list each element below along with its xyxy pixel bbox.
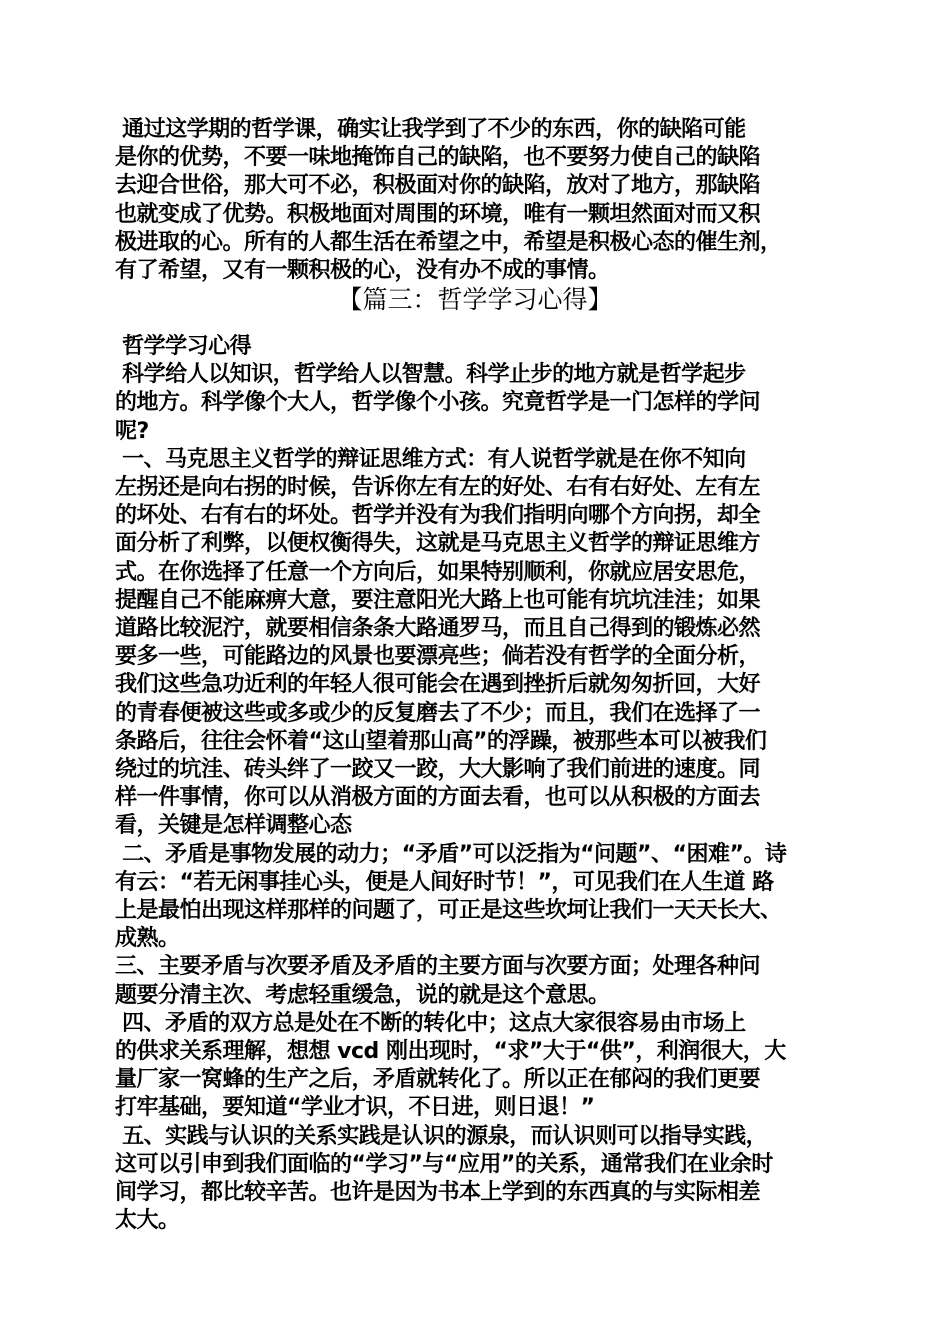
text-line: 样一件事情，你可以从消极方面的方面去看，也可以从积极的方面去 xyxy=(115,785,761,811)
text-line: 打牢基础，要知道“学业才识，不日进，则日退！” xyxy=(115,1095,595,1121)
text-line: 间学习，都比较辛苦。也许是因为书本上学到的东西真的与实际相差 xyxy=(115,1180,761,1206)
text-line: 的坏处、右有右的坏处。哲学并没有为我们指明向哪个方向拐，却全 xyxy=(115,503,761,529)
text-line: 一、马克思主义哲学的辩证思维方式：有人说哲学就是在你不知向 xyxy=(115,446,746,472)
text-line: 是你的优势，不要一味地掩饰自己的缺陷，也不要努力使自己的缺陷 xyxy=(115,145,761,171)
text-line: 有云：“若无闲事挂心头，便是人间好时节！”，可见我们在人生道 路 xyxy=(115,869,774,895)
text-line: 的供求关系理解，想想 vcd 刚出现时，“求”大于“供”，利润很大，大 xyxy=(115,1039,786,1065)
text-line: 看，关键是怎样调整心态 xyxy=(115,813,352,839)
text-line: 这可以引申到我们面临的“学习”与“应用”的关系，通常我们在业余时 xyxy=(115,1151,773,1177)
text-line: 我们这些急功近利的年轻人很可能会在遇到挫折后就匆匆折回，大好 xyxy=(115,672,761,698)
text-line: 四、矛盾的双方总是处在不断的转化中；这点大家很容易由市场上 xyxy=(115,1010,746,1036)
text-line: 呢? xyxy=(115,418,149,444)
text-line: 量厂家一窝蜂的生产之后，矛盾就转化了。所以正在郁闷的我们更要 xyxy=(115,1067,761,1093)
text-line: 太大。 xyxy=(115,1208,180,1234)
text-line: 题要分清主次、考虑轻重缓急，说的就是这个意思。 xyxy=(115,982,610,1008)
text-line: 通过这学期的哲学课，确实让我学到了不少的东西，你的缺陷可能 xyxy=(115,117,746,142)
article-body xyxy=(115,333,850,1236)
text-line: 绕过的坑洼、砖头绊了一跤又一跤，大大影响了我们前进的速度。同 xyxy=(115,757,761,783)
text-line: 五、实践与认识的关系实践是认识的源泉，而认识则可以指导实践， xyxy=(115,1123,768,1149)
intro-paragraph xyxy=(115,116,850,285)
text-line: 的地方。科学像个大人，哲学像个小孩。究竟哲学是一门怎样的学问 xyxy=(115,390,761,416)
text-line: 去迎合世俗，那大可不必，积极面对你的缺陷，放对了地方，那缺陷 xyxy=(115,173,761,199)
text-line: 哲学学习心得 xyxy=(115,334,252,359)
section-heading: 【篇三：哲学学习心得】 xyxy=(337,285,613,314)
text-line: 有了希望，又有一颗积极的心，没有办不成的事情。 xyxy=(115,258,610,284)
text-line: 道路比较泥泞，就要相信条条大路通罗马，而且自己得到的锻炼必然 xyxy=(115,616,761,642)
text-line: 三、主要矛盾与次要矛盾及矛盾的主要方面与次要方面；处理各种问 xyxy=(115,954,761,980)
text-line: 面分析了利弊，以便权衡得失，这就是马克思主义哲学的辩证思维方 xyxy=(115,531,761,557)
text-line: 要多一些，可能路边的风景也要漂亮些；倘若没有哲学的全面分析， xyxy=(115,644,761,670)
text-line: 也就变成了优势。积极地面对周围的环境，唯有一颗坦然面对而又积 xyxy=(115,201,761,227)
text-line: 式。在你选择了任意一个方向后，如果特别顺利，你就应居安思危， xyxy=(115,559,761,585)
text-line: 条路后，往往会怀着“这山望着那山高”的浮躁，被那些本可以被我们 xyxy=(115,728,767,754)
text-line: 成熟。 xyxy=(115,926,180,952)
text-line: 的青春便被这些或多或少的反复磨去了不少；而且，我们在选择了一 xyxy=(115,700,761,726)
text-line: 科学给人以知识，哲学给人以智慧。科学止步的地方就是哲学起步 xyxy=(115,362,746,388)
text-line: 极进取的心。所有的人都生活在希望之中，希望是积极心态的催生剂， xyxy=(115,229,782,255)
text-line: 左拐还是向右拐的时候，告诉你左有左的好处、右有右好处、左有左 xyxy=(115,475,761,501)
text-line: 提醒自己不能麻痹大意，要注意阳光大路上也可能有坑坑洼洼；如果 xyxy=(115,587,761,613)
text-line: 上是最怕出现这样那样的问题了，可正是这些坎坷让我们一天天长大、 xyxy=(115,898,782,924)
text-line: 二、矛盾是事物发展的动力；“矛盾”可以泛指为“问题”、“困难”。诗 xyxy=(115,841,787,867)
